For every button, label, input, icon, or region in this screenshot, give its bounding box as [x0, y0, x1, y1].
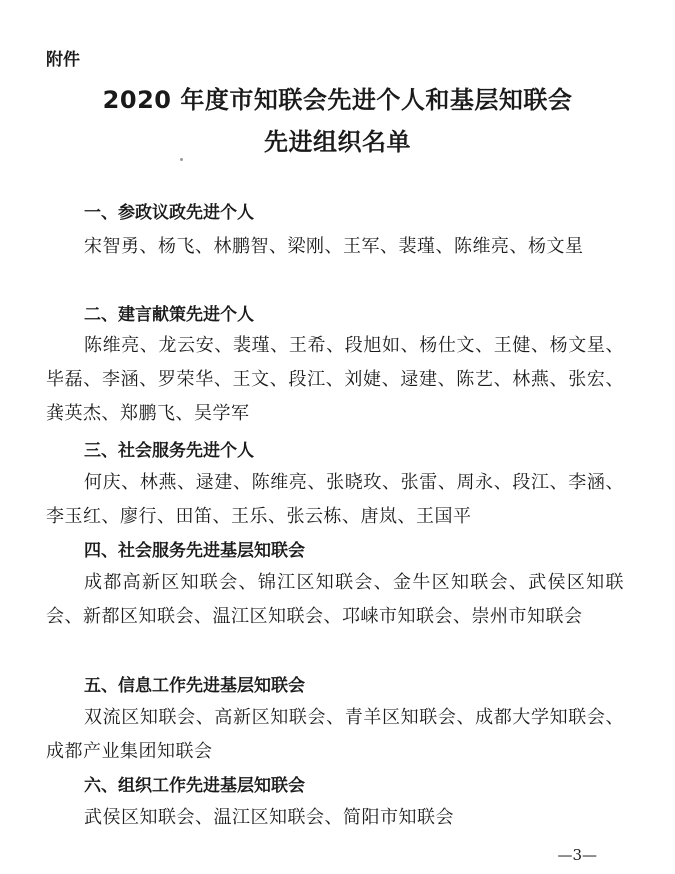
document-title-line-1: 2020 年度市知联会先进个人和基层知联会 — [102, 86, 573, 114]
section-heading: 二、建言献策先进个人 — [84, 305, 254, 325]
section-heading: 三、社会服务先进个人 — [84, 441, 254, 461]
section-heading: 五、信息工作先进基层知联会 — [84, 676, 305, 696]
section-heading: 四、社会服务先进基层知联会 — [84, 541, 305, 561]
section-body: 成都高新区知联会、锦江区知联会、金牛区知联会、武侯区知联会、新都区知联会、温江区知联会、邛崃市知联会、崇州市知联会 — [46, 572, 624, 627]
page-number: —3— — [557, 846, 597, 864]
attachment-label: 附件 — [46, 50, 80, 70]
section-body: 陈维亮、龙云安、裴瑾、王希、段旭如、杨仕文、王健、杨文星、毕磊、李涵、罗荣华、王文、段江、刘婕、逯建、陈艺、林燕、张宏、龚英杰、郑鹏飞、吴学军 — [46, 335, 624, 424]
section-body: 双流区知联会、高新区知联会、青羊区知联会、成都大学知联会、成都产业集团知联会 — [46, 707, 624, 762]
section-body: 宋智勇、杨飞、林鹏智、梁刚、王军、裴瑾、陈维亮、杨文星 — [84, 236, 584, 257]
scan-speck — [180, 158, 183, 161]
section-body: 武侯区知联会、温江区知联会、简阳市知联会 — [84, 807, 454, 828]
section-body: 何庆、林燕、逯建、陈维亮、张晓玫、张雷、周永、段江、李涵、李玉红、廖行、田笛、王乐、张云栋、唐岚、王国平 — [46, 472, 624, 527]
section-heading: 一、参政议政先进个人 — [84, 203, 254, 223]
section-heading: 六、组织工作先进基层知联会 — [84, 776, 305, 796]
document-title-line-2: 先进组织名单 — [264, 128, 411, 156]
